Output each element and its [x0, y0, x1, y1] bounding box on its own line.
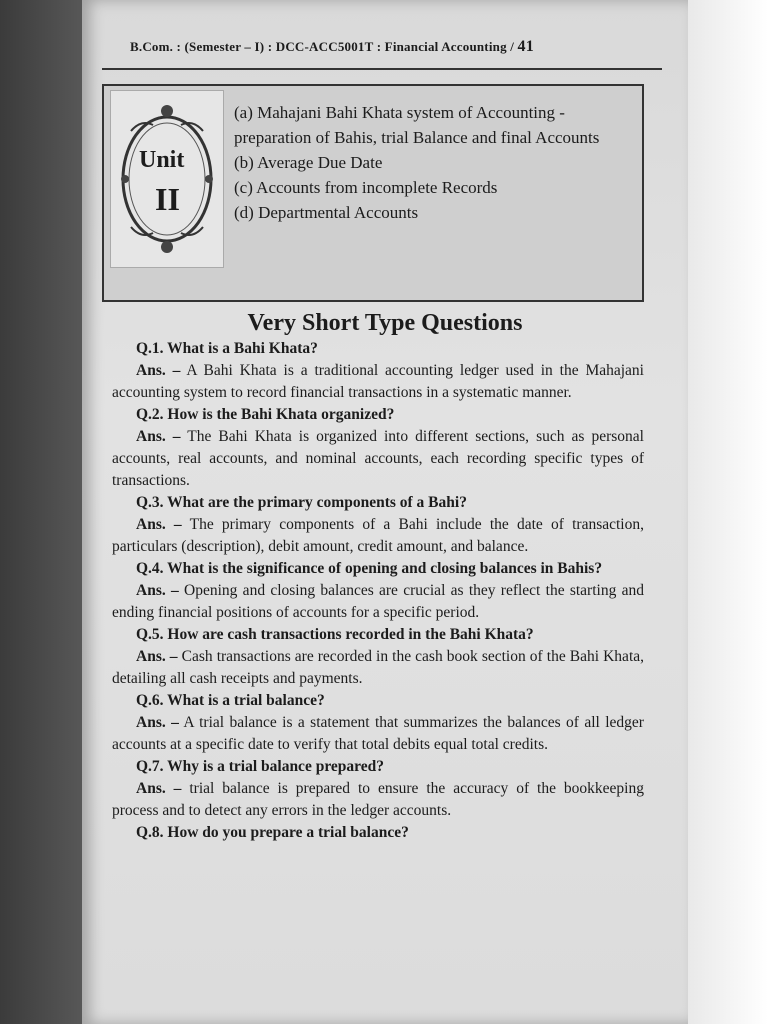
question-7: Q.7. Why is a trial balance prepared?: [136, 758, 385, 775]
unit-emblem: [110, 90, 224, 268]
question-8: Q.8. How do you prepare a trial balance?: [136, 824, 409, 841]
answer-label: Ans. –: [136, 648, 178, 665]
question-5: Q.5. How are cash transactions recorded in the Bahi Khata?: [136, 626, 534, 643]
book-page: [82, 0, 688, 1024]
floral-wreath-icon: [111, 91, 223, 267]
header-course: B.Com. : (Semester – I) : DCC-ACC5001T : Financial Accounting /: [130, 39, 515, 54]
answer-label: Ans. –: [136, 362, 181, 379]
answer-label: Ans. –: [136, 780, 182, 797]
topic-c: (c) Accounts from incomplete Records: [234, 178, 498, 197]
header-rule: [102, 68, 662, 70]
question-1: Q.1. What is a Bahi Khata?: [136, 340, 318, 357]
qa-list: [112, 338, 644, 844]
answer-3: Ans. – The primary components of a Bahi include the date of transaction, particulars (description), debit amount, credit amount, and balance.: [112, 516, 644, 555]
answer-5: Ans. – Cash transactions are recorded in the cash book section of the Bahi Khata, detailing all cash receipts and payments.: [112, 648, 644, 687]
unit-number: II: [155, 181, 180, 217]
answer-6: Ans. – A trial balance is a statement that summarizes the balances of all ledger accounts at a specific date to verify that total debits equal total credits.: [112, 714, 644, 753]
section-title: Very Short Type Questions: [247, 310, 523, 336]
topic-d: (d) Departmental Accounts: [234, 203, 419, 222]
answer-4: Ans. – Opening and closing balances are crucial as they reflect the starting and ending financial positions of accounts for a specific period.: [112, 582, 644, 621]
question-2: Q.2. How is the Bahi Khata organized?: [136, 406, 395, 423]
unit-box: [102, 84, 644, 302]
background-left: [0, 0, 90, 1024]
answer-2: Ans. – The Bahi Khata is organized into different sections, such as personal accounts, real accounts, and nominal accounts, each recording specific types of transactions.: [112, 428, 644, 489]
answer-7: Ans. – trial balance is prepared to ensure the accuracy of the bookkeeping process and to detect any errors in the ledger accounts.: [112, 780, 644, 819]
running-header: [130, 38, 670, 56]
question-6: Q.6. What is a trial balance?: [136, 692, 325, 709]
answer-label: Ans. –: [136, 516, 182, 533]
question-3: Q.3. What are the primary components of a Bahi?: [136, 494, 467, 511]
answer-label: Ans. –: [136, 428, 181, 445]
unit-topics: [234, 100, 634, 225]
answer-label: Ans. –: [136, 714, 179, 731]
question-4: Q.4. What is the significance of opening and closing balances in Bahis?: [136, 560, 603, 577]
answer-1: Ans. – A Bahi Khata is a traditional accounting ledger used in the Mahajani accounting system to record financial transactions in a systematic manner.: [112, 362, 644, 401]
topic-b: (b) Average Due Date: [234, 153, 383, 172]
background-right: [678, 0, 768, 1024]
page-number: 41: [517, 38, 534, 55]
topic-a: (a) Mahajani Bahi Khata system of Accounting - preparation of Bahis, trial Balance and final Accounts: [234, 103, 600, 147]
unit-label: Unit: [139, 147, 185, 173]
answer-label: Ans. –: [136, 582, 179, 599]
